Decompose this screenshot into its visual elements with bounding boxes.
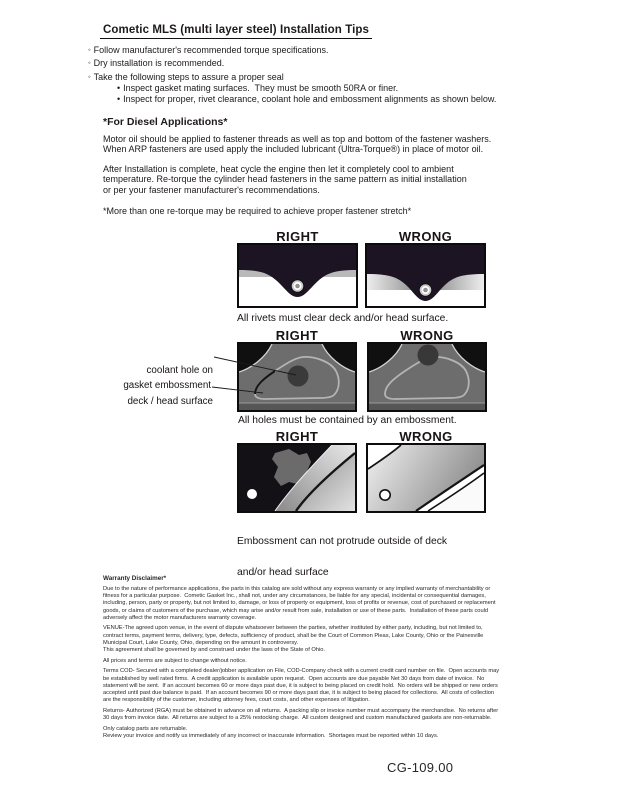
warranty-line: goods, or claims of customers of the purchase, which may arise and/or result from sale, installation or use of these parts. Installation of these parts could: [103, 607, 489, 614]
caption-line: and/or head surface: [237, 567, 329, 578]
warranty-line: Due to the nature of performance applications, the parts in this catalog are sold without any express warranty or any implied warranty of merchantability or: [103, 585, 491, 592]
warranty-paragraph: [103, 586, 533, 622]
warranty-line: This agreement shall be governed by and construed under the laws of the State of Ohio.: [103, 647, 325, 654]
filled-bullet-icon: •: [117, 82, 121, 93]
open-bullet-icon: ◦: [88, 71, 91, 81]
protrude-wrong-diagram: [366, 443, 486, 513]
warranty-line: fitness for a particular purpose. Cometic Gasket Inc., shall not, under any circumstances, be liable for any special, incidental or consequential damages,: [103, 592, 486, 599]
protrude-right-diagram: [237, 443, 357, 513]
warranty-line: Terms COD- Secured with a completed dealer/jobber application on File, COD-Company check with a current credit card number on file. Open accounts may: [103, 668, 500, 675]
page-title: Cometic MLS (multi layer steel) Installation Tips: [100, 24, 372, 39]
diesel-paragraph: [103, 134, 491, 155]
diesel-paragraph: [103, 164, 467, 196]
warranty-paragraph: [103, 668, 533, 704]
holes-caption: All holes must be contained by an embossment.: [238, 414, 457, 426]
diesel-heading: *For Diesel Applications*: [103, 116, 228, 128]
warranty-line: VENUE-The agreed upon venue, in the event of dispute whatsoever between the parties, whether instituted by either party, including, but not limited to,: [103, 625, 483, 632]
rivet-right-diagram: [237, 243, 358, 308]
warranty-line: All prices and terms are subject to change without notice.: [103, 657, 247, 664]
warranty-line: contract terms, payment terms, delivery, type, defects, sufficiency of product, shall be the Court of Common Pleas, Lake County, Ohio or the Painesville: [103, 632, 484, 639]
warranty-line: Returns- Authorized (RGA) must be obtained in advance on all returns. A packing slip or invoice number must accompany the merchandise. No returns after: [103, 707, 499, 714]
leader-lines: [200, 349, 310, 399]
filled-bullet-icon: •: [117, 93, 121, 104]
warranty-line: Only catalog parts are returnable.: [103, 725, 188, 732]
warranty-line: be established by well rated firms. A credit application is available upon request. Open accounts are due payable Net 30 days from date of invoice. No: [103, 675, 485, 682]
warranty-line: including, person, party or property, but not limited to, damage, or loss of property or equipment, loss of profits or revenue, cost of purchased or replacement: [103, 600, 496, 607]
warranty-line: Review your invoice and notify us immediately of any incorrect or inaccurate information. Shortages must be reported within 10 days.: [103, 732, 439, 739]
page-number: CG-109.00: [387, 760, 454, 775]
warranty-section: [103, 575, 533, 743]
tip-text: Follow manufacturer's recommended torque specifications.: [93, 45, 329, 55]
wrong-label: WRONG: [399, 428, 453, 444]
label-line: coolant hole on: [146, 364, 213, 376]
paragraph-line: temperature. Re-torque the cylinder head fasteners in the same pattern as initial installation: [103, 174, 467, 185]
list-item: [117, 94, 496, 105]
rivet-wrong-diagram: [365, 243, 486, 308]
tip-text: Take the following steps to assure a proper seal: [93, 71, 284, 82]
tip-text: Inspect gasket mating surfaces. They must be smooth 50RA or finer.: [123, 82, 399, 93]
gasket-embossment-label: gasket embossment: [123, 379, 211, 391]
warranty-heading: Warranty Disclaimer*: [103, 575, 167, 582]
tips-list: [88, 45, 496, 105]
warranty-paragraph: [103, 726, 533, 741]
list-item: [88, 45, 496, 56]
warranty-line: are the responsibility of the customer, including attorney fees, court costs, and other expenses of litigation.: [103, 697, 370, 704]
warranty-paragraph: [103, 625, 533, 654]
wrong-label: WRONG: [398, 229, 453, 244]
retorque-note: *More than one re-torque may be required to achieve proper fastener stretch*: [103, 205, 412, 216]
warranty-line: 30 days from invoice date. All returns are subject to a 25% restocking charge. All custom designed and custom manufactured gaskets are non-returnable.: [103, 715, 492, 722]
paragraph-line: Motor oil should be applied to fastener threads as well as top and bottom of the fastener washers.: [103, 133, 492, 144]
paragraph-line: or per your fastener manufacturer's recommendations.: [103, 184, 320, 195]
list-item: [88, 72, 496, 83]
warranty-line: statement will be sent. If an account becomes 60 or more days past due, it is subject to being placed on credit hold. No orders will be shipped or new orders: [103, 682, 498, 689]
coolant-hole-wrong-diagram: [367, 342, 487, 412]
open-bullet-icon: ◦: [88, 45, 91, 54]
wrong-label: WRONG: [400, 327, 454, 343]
list-item: [88, 58, 496, 69]
rivet-caption: All rivets must clear deck and/or head surface.: [237, 313, 449, 324]
paragraph-line: When ARP fasteners are used apply the included lubricant (Ultra-Torque®) in place of motor oil.: [103, 144, 484, 155]
warranty-line: adversely affect the motor manufacturers warranty coverage.: [103, 614, 257, 621]
open-bullet-icon: ◦: [88, 58, 91, 68]
right-label: RIGHT: [275, 428, 319, 444]
warranty-line: accepted until past due balance is paid. If an account becomes 90 or more days past due, it is subject to being placed for collections. All costs of collection: [103, 690, 495, 697]
warranty-line: Municipal Court, Lake County, Ohio, depending on the amount in controversy.: [103, 639, 299, 646]
label-line: deck / head surface: [127, 396, 213, 408]
right-label: RIGHT: [276, 229, 319, 244]
warranty-paragraph: [103, 658, 533, 665]
warranty-paragraph: [103, 708, 533, 723]
tip-text: Dry installation is recommended.: [93, 58, 225, 69]
caption-line: Embossment can not protrude outside of deck: [237, 535, 448, 547]
right-label: RIGHT: [275, 327, 319, 343]
list-item: [117, 83, 496, 94]
tip-text: Inspect for proper, rivet clearance, coolant hole and embossment alignments as shown below.: [123, 93, 497, 104]
paragraph-line: After Installation is complete, heat cycle the engine then let it completely cool to ambient: [103, 163, 454, 174]
